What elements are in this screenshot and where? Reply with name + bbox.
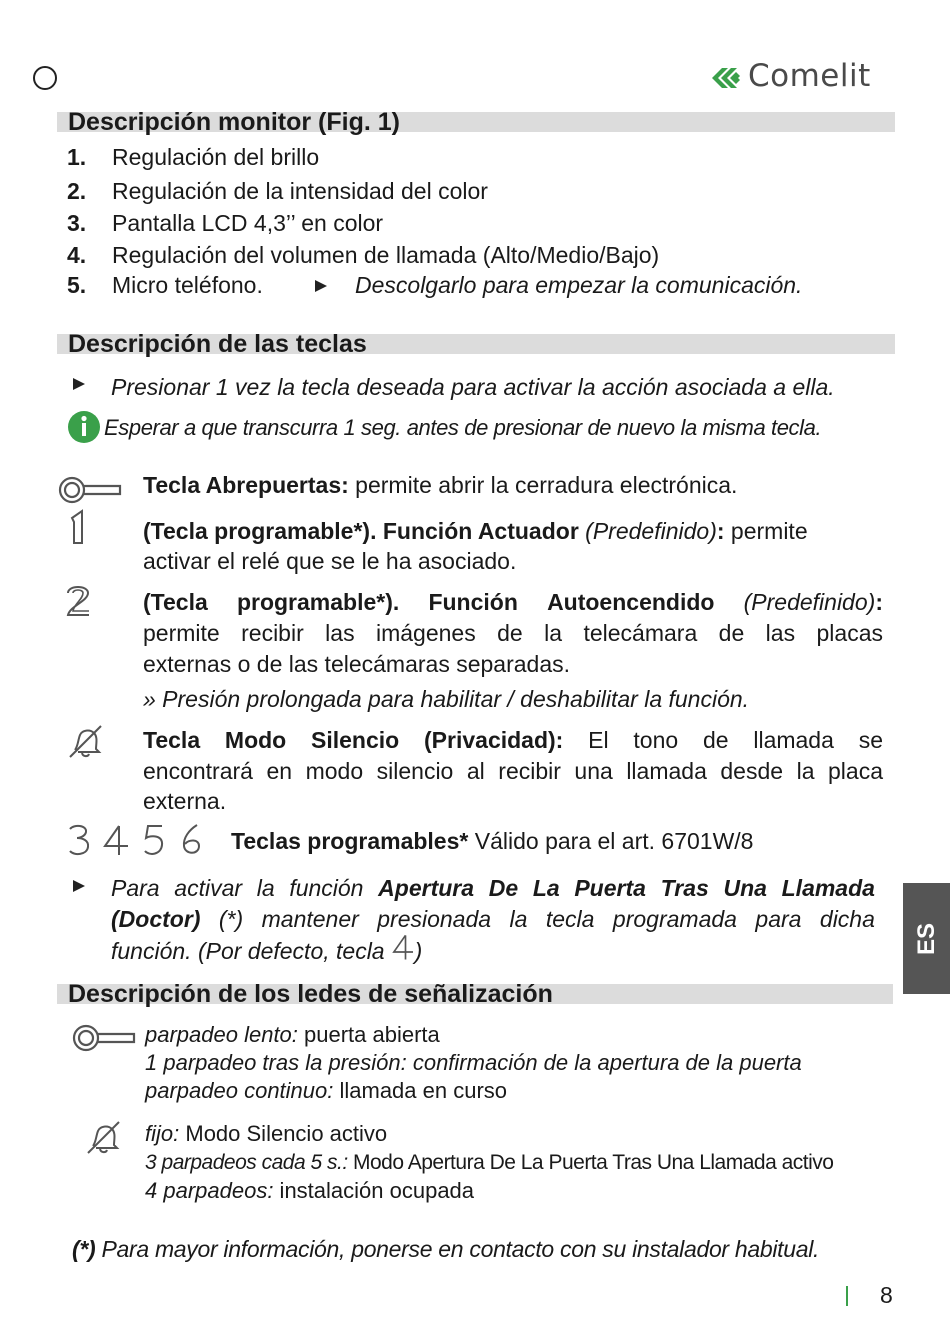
list-number: 2. [67,178,87,204]
key-2-icon [64,582,92,623]
led-door-line: parpadeo lento: puerta abierta [145,1022,440,1047]
led-door-line: parpadeo continuo: llamada en curso [145,1078,508,1103]
led-silence-line: fijo: Modo Silencio activo [145,1121,388,1146]
list-number: 4. [67,242,87,268]
key-4-icon [391,932,415,969]
key-5-icon [141,822,167,863]
info-icon [67,410,101,449]
footnote: (*) Para mayor información, ponerse en contacto con su instalador habitual. [72,1236,820,1262]
page-divider [846,1286,848,1306]
list-number: 1. [67,144,87,170]
arrow-right-icon [72,377,86,396]
bell-off-icon [84,1118,122,1161]
arrow-right-icon [72,879,86,898]
key-2-desc-line: externas o de las telecámaras separadas. [143,651,571,677]
key-4-icon [102,822,130,863]
key-icon [58,476,122,509]
list-number: 3. [67,210,87,236]
list-item: Regulación de la intensidad del color [112,178,488,204]
key-icon [72,1024,136,1057]
door-key-desc: Tecla Abrepuertas: permite abrir la cerradura electrónica. [143,472,738,498]
key-2-note: » Presión prolongada para habilitar / deshabilitar la función. [143,686,750,712]
section-title-leds: Descripción de los ledes de señalización [68,980,553,1008]
key-2-desc-line: permite recibir las imágenes de la telecámara de las placas [143,620,883,646]
key-3-icon [66,822,92,863]
section-title-monitor: Descripción monitor (Fig. 1) [68,108,400,136]
doctor-desc: Para activar la función Apertura De La Puerta Tras Una Llamada [111,875,875,901]
silence-key-desc: Tecla Modo Silencio (Privacidad): El tono de llamada se [143,727,883,753]
comelit-logo-mark [712,66,746,95]
section-title-keys: Descripción de las teclas [68,330,367,358]
info-text: Esperar a que transcurra 1 seg. antes de presionar de nuevo la misma tecla. [104,415,822,440]
doctor-desc-line: (Doctor) (*) mantener presionada la tecla programada para dicha [111,906,875,932]
key-6-icon [179,822,205,863]
instruction-text: Presionar 1 vez la tecla deseada para activar la acción asociada a ella. [111,374,835,400]
list-item: Regulación del volumen de llamada (Alto/Medio/Bajo) [112,242,660,268]
key-1-icon [66,508,92,551]
page-number: 8 [880,1282,893,1308]
led-door-line: 1 parpadeo tras la presión: confirmación de la apertura de la puerta [145,1050,802,1075]
comelit-logo: Comelit [748,58,871,94]
list-item: Regulación del brillo [112,144,320,170]
list-item-note: Descolgarlo para empezar la comunicación. [355,272,803,298]
led-silence-line: 4 parpadeos: instalación ocupada [145,1178,475,1203]
list-item: Pantalla LCD 4,3’’ en color [112,210,384,236]
doctor-desc-line: función. (Por defecto, tecla ) [111,932,422,969]
key-1-desc: (Tecla programable*). Función Actuador (Predefinido): permite [143,518,808,544]
arrow-right-icon [314,279,328,298]
bell-off-icon [66,722,104,765]
silence-key-desc-line: encontrará en modo silencio al recibir una llamada desde la placa [143,758,883,784]
key-2-desc: (Tecla programable*). Función Autoencendido (Predefinido): [143,589,883,615]
silence-key-desc-line: externa. [143,788,227,814]
language-tab: ES [903,883,950,994]
list-number: 5. [67,272,87,298]
list-item: Micro teléfono. [112,272,263,298]
programmable-keys-desc: Teclas programables* Válido para el art. 6701W/8 [231,828,754,854]
binder-hole [33,66,57,90]
key-1-desc-line: activar el relé que se le ha asociado. [143,548,517,574]
led-silence-line: 3 parpadeos cada 5 s.: Modo Apertura De La Puerta Tras Una Llamada activo [145,1151,834,1174]
